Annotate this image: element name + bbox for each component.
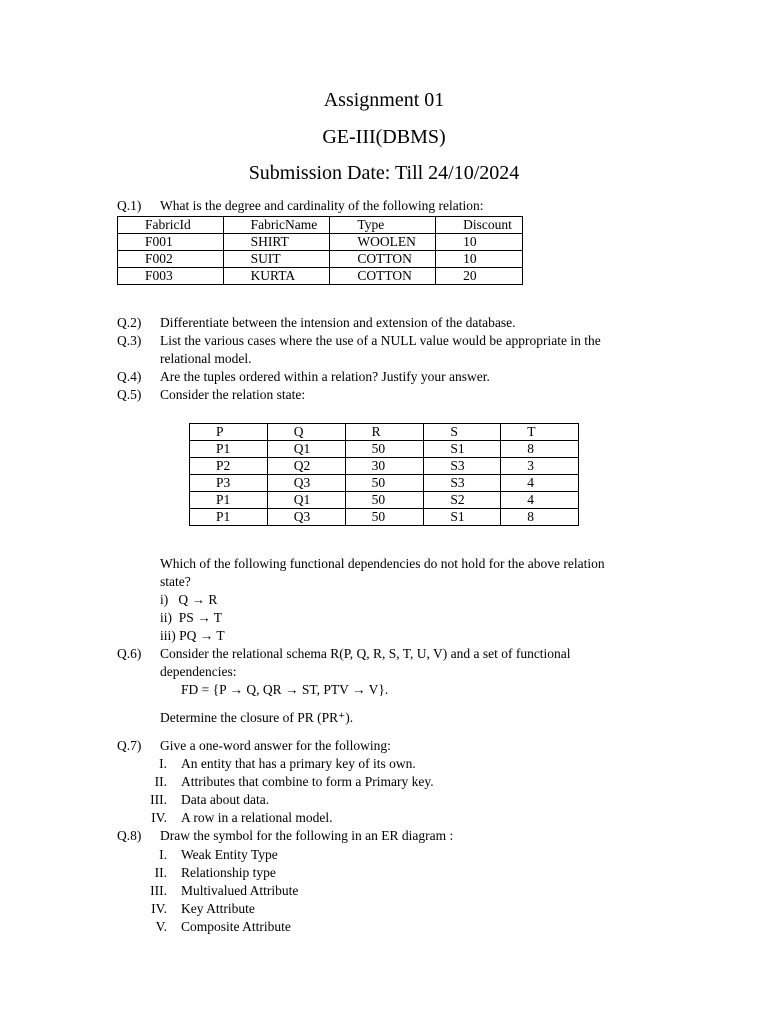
table-header-cell: Discount (436, 217, 523, 234)
table-cell: P3 (190, 475, 268, 492)
table-cell: 50 (345, 492, 424, 509)
table-row (118, 234, 523, 251)
q7-item: Attributes that combine to form a Primary key. (181, 774, 434, 789)
table-header-row (118, 217, 523, 234)
q8-number: Q.8) (117, 828, 142, 843)
q4-number: Q.4) (117, 369, 142, 384)
table-cell: 4 (501, 475, 579, 492)
q6-text-line1: Consider the relational schema R(P, Q, R, S, T, U, V) and a set of functional (160, 646, 571, 661)
table-cell: 50 (345, 441, 424, 458)
table-cell: S3 (424, 458, 501, 475)
table-cell: SUIT (223, 251, 330, 268)
q6-determine: Determine the closure of PR (PR⁺). (160, 710, 354, 725)
q2-text: Differentiate between the intension and extension of the database. (160, 315, 516, 330)
table-cell: 20 (436, 268, 523, 285)
q1-number: Q.1) (117, 198, 142, 213)
table-cell: Q3 (267, 475, 345, 492)
table-cell: 8 (501, 509, 579, 526)
table-header-cell: P (190, 424, 268, 441)
table-header-cell: Type (330, 217, 436, 234)
table-cell: COTTON (330, 251, 436, 268)
table-cell: S2 (424, 492, 501, 509)
table-cell: P1 (190, 509, 268, 526)
q5-option-2: ii) PS → T (160, 610, 223, 625)
q8-item: Composite Attribute (181, 919, 291, 934)
q7-item: An entity that has a primary key of its own. (181, 756, 416, 771)
q6-fd-set: FD = {P → Q, QR → ST, PTV → V}. (181, 682, 389, 697)
table-cell: P2 (190, 458, 268, 475)
table-row (190, 509, 579, 526)
table-header-row (190, 424, 579, 441)
table-cell: KURTA (223, 268, 330, 285)
q7-item: A row in a relational model. (181, 810, 333, 825)
table-cell: 8 (501, 441, 579, 458)
q5-option-1: i) Q → R (160, 592, 218, 607)
q3-text-line2: relational model. (160, 351, 252, 366)
table-row (190, 441, 579, 458)
table-cell: S1 (424, 509, 501, 526)
q2-number: Q.2) (117, 315, 142, 330)
q7-number: Q.7) (117, 738, 142, 753)
table-cell: P1 (190, 441, 268, 458)
table-cell: S3 (424, 475, 501, 492)
table-cell: WOOLEN (330, 234, 436, 251)
fabric-table (117, 216, 523, 285)
table-cell: F002 (118, 251, 224, 268)
table-cell: 50 (345, 475, 424, 492)
table-cell: F003 (118, 268, 224, 285)
table-cell: Q1 (267, 492, 345, 509)
page-title: Assignment 01 (323, 89, 445, 111)
q3-number: Q.3) (117, 333, 142, 348)
table-cell: F001 (118, 234, 224, 251)
table-header-cell: T (501, 424, 579, 441)
table-cell: 50 (345, 509, 424, 526)
table-row (118, 268, 523, 285)
q5-followup-line2: state? (160, 574, 191, 589)
q8-item: Weak Entity Type (181, 847, 278, 862)
table-cell: Q1 (267, 441, 345, 458)
q7-numeral: III. (150, 792, 167, 807)
q7-numeral: IV. (151, 810, 167, 825)
q8-numeral: V. (155, 919, 167, 934)
table-cell: COTTON (330, 268, 436, 285)
q7-item: Data about data. (181, 792, 270, 807)
q6-number: Q.6) (117, 646, 142, 661)
q8-item: Multivalued Attribute (181, 883, 299, 898)
q7-numeral: I. (159, 756, 167, 771)
table-cell: 10 (436, 234, 523, 251)
table-header-cell: R (345, 424, 424, 441)
table-cell: 10 (436, 251, 523, 268)
q8-numeral: I. (159, 847, 167, 862)
q1-text: What is the degree and cardinality of the following relation: (160, 198, 484, 213)
q5-text: Consider the relation state: (160, 387, 306, 402)
table-header-cell: S (424, 424, 501, 441)
table-cell: Q3 (267, 509, 345, 526)
q7-numeral: II. (154, 774, 167, 789)
table-cell: S1 (424, 441, 501, 458)
q8-numeral: II. (154, 865, 167, 880)
table-row (118, 251, 523, 268)
table-header-cell: FabricName (223, 217, 330, 234)
q3-text-line1: List the various cases where the use of a NULL value would be appropriate in the (160, 333, 601, 348)
q7-text: Give a one-word answer for the following: (160, 738, 391, 753)
table-cell: SHIRT (223, 234, 330, 251)
q6-text-line2: dependencies: (160, 664, 237, 679)
q5-followup-line1: Which of the following functional dependencies do not hold for the above relation (160, 556, 605, 571)
q8-numeral: IV. (151, 901, 167, 916)
table-row (190, 475, 579, 492)
relation-state-table (189, 423, 579, 526)
course-title: GE-III(DBMS) (322, 126, 446, 148)
table-cell: 4 (501, 492, 579, 509)
submission-date: Submission Date: Till 24/10/2024 (248, 162, 520, 184)
q8-text: Draw the symbol for the following in an ER diagram : (160, 828, 454, 843)
q5-option-3: iii) PQ → T (160, 628, 225, 643)
q8-item: Relationship type (181, 865, 276, 880)
table-header-cell: FabricId (118, 217, 224, 234)
table-row (190, 458, 579, 475)
table-cell: Q2 (267, 458, 345, 475)
table-row (190, 492, 579, 509)
table-cell: P1 (190, 492, 268, 509)
q8-numeral: III. (150, 883, 167, 898)
table-header-cell: Q (267, 424, 345, 441)
q8-item: Key Attribute (181, 901, 255, 916)
table-cell: 30 (345, 458, 424, 475)
q5-number: Q.5) (117, 387, 142, 402)
table-cell: 3 (501, 458, 579, 475)
q4-text: Are the tuples ordered within a relation? Justify your answer. (160, 369, 490, 384)
